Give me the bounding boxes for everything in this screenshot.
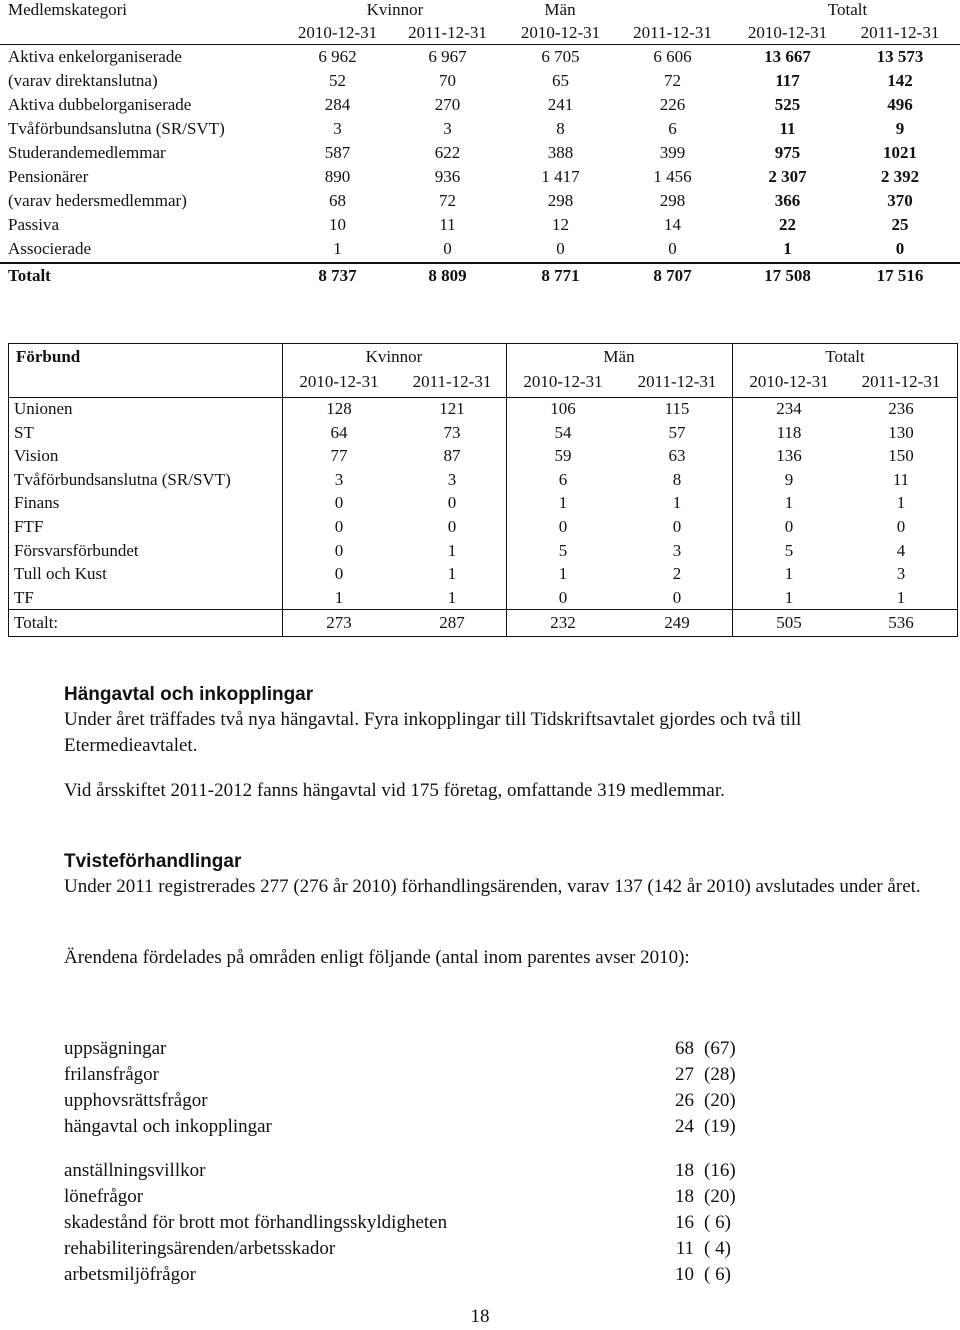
table-row xyxy=(0,189,960,213)
column-date: 2011-12-31 xyxy=(637,372,717,391)
table-cell: 587 xyxy=(324,143,351,162)
table-cell: 241 xyxy=(547,95,574,114)
table-cell: 6 705 xyxy=(541,47,580,66)
table-cell: 0 xyxy=(558,517,568,536)
table-cell: 1 xyxy=(784,493,794,513)
table-cell: 399 xyxy=(659,143,686,162)
case-previous: (20) xyxy=(704,1090,736,1111)
table-cell: 54 xyxy=(554,422,572,442)
table-cell: 59 xyxy=(554,446,572,466)
union-table xyxy=(8,343,958,637)
case-previous: ( 6) xyxy=(704,1264,731,1285)
table-cell: 8 809 xyxy=(428,266,467,285)
table-row xyxy=(8,421,958,445)
table-cell: 130 xyxy=(888,422,914,442)
table-cell: 1 xyxy=(558,564,568,584)
table-row xyxy=(8,491,958,515)
table-cell: 63 xyxy=(668,446,686,466)
list-item xyxy=(64,1184,764,1210)
table-cell: 12 xyxy=(552,215,569,234)
table-cell: 1 xyxy=(333,239,342,258)
table-cell: 287 xyxy=(439,613,465,632)
table-cell: 117 xyxy=(775,71,800,90)
list-item xyxy=(64,1062,764,1088)
column-date: 2011-12-31 xyxy=(408,23,487,42)
column-date: 2010-12-31 xyxy=(299,372,379,391)
table-cell: 5 xyxy=(558,540,568,560)
table-cell: 14 xyxy=(664,215,681,234)
table-cell: 65 xyxy=(552,71,569,90)
table-cell: 284 xyxy=(324,95,351,114)
section-heading-tvister: Tvisteförhandlingar xyxy=(64,851,242,872)
case-label: skadestånd för brott mot förhandlingsskyldigheten xyxy=(64,1212,448,1233)
table-cell: 1 xyxy=(783,239,792,258)
table-row xyxy=(8,562,958,586)
table-cell: 150 xyxy=(888,446,914,466)
case-label: hängavtal och inkopplingar xyxy=(64,1116,272,1137)
table-row xyxy=(8,444,958,468)
table-cell: 2 392 xyxy=(880,167,920,186)
row-label: Passiva xyxy=(8,215,59,234)
table-row xyxy=(0,69,960,93)
case-count: 68 xyxy=(675,1038,694,1059)
table-cell: 13 667 xyxy=(764,47,811,66)
table-cell: 8 771 xyxy=(541,266,580,285)
case-label: uppsägningar xyxy=(64,1038,167,1059)
column-date: 2010-12-31 xyxy=(523,372,603,391)
case-previous: (16) xyxy=(704,1160,736,1181)
case-count: 26 xyxy=(675,1090,694,1111)
table-total-row xyxy=(8,611,958,635)
paragraph: Under året träffades två nya hängavtal. Fyra inkopplingar till Tidskriftsavtalet gjordes och två till Etermedieavtalet. xyxy=(64,709,802,756)
table-cell: 0 xyxy=(334,517,344,536)
case-previous: (28) xyxy=(704,1064,736,1085)
case-count: 16 xyxy=(675,1212,694,1233)
table-cell: 0 xyxy=(334,540,344,560)
table-cell: 1 456 xyxy=(653,167,692,186)
column-date: 2011-12-31 xyxy=(633,23,712,42)
table-row xyxy=(0,165,960,189)
table-cell: 0 xyxy=(447,493,457,513)
table-cell: 13 573 xyxy=(876,47,924,66)
table-cell: 0 xyxy=(895,239,905,258)
table-cell: 370 xyxy=(887,191,913,210)
table-cell: 1 xyxy=(784,587,794,607)
table-row xyxy=(8,468,958,492)
table-cell: 0 xyxy=(334,564,344,584)
table-cell: 1 xyxy=(334,587,344,607)
table-cell: 3 xyxy=(447,469,457,489)
list-item xyxy=(64,1088,764,1114)
table-row xyxy=(8,515,958,539)
table-cell: 121 xyxy=(439,399,465,418)
page-number: 18 xyxy=(470,1306,490,1327)
row-label: FTF xyxy=(14,517,44,536)
table-cell: 115 xyxy=(664,399,690,418)
row-label: Vision xyxy=(14,446,59,466)
table-cell: 4 xyxy=(896,540,906,560)
table-cell: 505 xyxy=(776,613,802,632)
table-cell: 11 xyxy=(892,469,910,489)
paragraph: Vid årsskiftet 2011-2012 fanns hängavtal vid 175 företag, omfattande 319 medlemmar. xyxy=(64,780,725,801)
table-cell: 1 xyxy=(784,564,794,584)
list-item xyxy=(64,1210,764,1236)
border-top xyxy=(8,343,958,344)
row-label: Tull och Kust xyxy=(14,564,107,584)
table-cell: 0 xyxy=(896,517,906,536)
table-cell: 3 xyxy=(443,119,452,138)
total-label: Totalt: xyxy=(14,613,59,632)
table-cell: 6 962 xyxy=(318,47,357,66)
table-cell: 1 xyxy=(447,540,457,560)
table-cell: 0 xyxy=(558,587,568,607)
row-label: Tvåförbundsanslutna (SR/SVT) xyxy=(8,119,225,138)
table-cell: 8 707 xyxy=(653,266,692,285)
row-label: Finans xyxy=(14,493,60,513)
case-previous: (67) xyxy=(704,1038,736,1059)
row-label: Tvåförbundsanslutna (SR/SVT) xyxy=(14,469,231,489)
table-cell: 1 xyxy=(672,493,682,513)
table-cell: 890 xyxy=(324,167,351,186)
table-cell: 22 xyxy=(779,215,796,234)
table-cell: 72 xyxy=(664,71,681,90)
table-header-row xyxy=(0,0,960,22)
column-date: 2010-12-31 xyxy=(747,23,828,42)
column-group-men: Män xyxy=(544,0,576,19)
column-date: 2010-12-31 xyxy=(520,23,601,42)
column-header-category: Medlemskategori xyxy=(8,0,127,19)
table-cell: 77 xyxy=(330,446,348,466)
table-cell: 232 xyxy=(550,613,576,632)
table-total-row xyxy=(0,264,960,288)
table-cell: 226 xyxy=(659,95,686,114)
table-cell: 5 xyxy=(784,540,794,560)
table-cell: 2 307 xyxy=(768,167,807,186)
table-cell: 536 xyxy=(888,613,914,632)
section-heading-hangavtal: Hängavtal och inkopplingar xyxy=(64,684,314,705)
column-group-total: Totalt xyxy=(827,0,868,19)
column-header-category: Förbund xyxy=(16,347,81,366)
table-cell: 0 xyxy=(447,517,457,536)
row-label: (varav hedersmedlemmar) xyxy=(8,191,187,210)
case-previous: ( 6) xyxy=(704,1212,731,1233)
case-count: 18 xyxy=(675,1186,694,1207)
table-cell: 525 xyxy=(774,95,801,114)
table-cell: 273 xyxy=(326,613,352,632)
table-cell: 1 xyxy=(896,587,906,607)
row-label: (varav direktanslutna) xyxy=(8,71,158,90)
table-cell: 249 xyxy=(664,613,690,632)
table-cell: 388 xyxy=(547,143,574,162)
table-cell: 87 xyxy=(443,446,461,466)
table-row xyxy=(8,586,958,610)
table-cell: 270 xyxy=(434,95,461,114)
table-cell: 118 xyxy=(776,422,802,442)
table-cell: 73 xyxy=(443,422,461,442)
table-cell: 234 xyxy=(776,399,802,418)
case-label: upphovsrättsfrågor xyxy=(64,1090,208,1111)
table-cell: 2 xyxy=(672,564,682,584)
table-row xyxy=(0,45,960,69)
table-row xyxy=(8,397,958,421)
table-cell: 6 xyxy=(558,469,568,489)
table-cell: 0 xyxy=(334,493,344,513)
column-group-men: Män xyxy=(603,347,635,366)
table-cell: 1 xyxy=(558,493,568,513)
table-row xyxy=(0,117,960,141)
list-item xyxy=(64,1114,764,1140)
table-cell: 142 xyxy=(887,71,913,90)
row-label: Aktiva dubbelorganiserade xyxy=(8,95,192,114)
table-cell: 236 xyxy=(888,399,914,418)
table-cell: 3 xyxy=(672,540,682,560)
list-item xyxy=(64,1236,764,1262)
paragraph: Under 2011 registrerades 277 (276 år 2010) förhandlingsärenden, varav 137 (142 år 2010) avslutades under året. xyxy=(64,876,921,897)
table-cell: 975 xyxy=(774,143,801,162)
total-label: Totalt xyxy=(8,266,51,285)
column-date: 2011-12-31 xyxy=(861,372,941,391)
table-cell: 136 xyxy=(776,446,802,466)
table-cell: 3 xyxy=(333,119,342,138)
column-group-women: Kvinnor xyxy=(365,347,423,366)
table-row xyxy=(8,539,958,563)
table-cell: 0 xyxy=(784,517,794,536)
list-item xyxy=(64,1036,764,1062)
table-cell: 0 xyxy=(556,239,565,258)
table-cell: 9 xyxy=(895,119,905,138)
case-label: lönefrågor xyxy=(64,1186,144,1207)
row-label: Associerade xyxy=(8,239,92,258)
table-cell: 6 606 xyxy=(653,47,692,66)
border-bottom xyxy=(8,636,958,637)
table-cell: 298 xyxy=(547,191,574,210)
table-cell: 64 xyxy=(330,422,348,442)
table-cell: 1 417 xyxy=(541,167,580,186)
table-date-row xyxy=(8,370,958,394)
case-count: 18 xyxy=(675,1160,694,1181)
column-group-women: Kvinnor xyxy=(366,0,424,19)
table-cell: 68 xyxy=(329,191,346,210)
table-cell: 0 xyxy=(668,239,677,258)
case-previous: ( 4) xyxy=(704,1238,731,1259)
table-cell: 0 xyxy=(672,587,682,607)
column-date: 2010-12-31 xyxy=(297,23,378,42)
table-cell: 25 xyxy=(891,215,909,234)
table-cell: 6 xyxy=(668,119,677,138)
table-row xyxy=(0,213,960,237)
case-label: frilansfrågor xyxy=(64,1064,159,1085)
table-cell: 17 516 xyxy=(876,266,924,285)
table-cell: 6 967 xyxy=(428,47,467,66)
row-label: Aktiva enkelorganiserade xyxy=(8,47,182,66)
row-label: Unionen xyxy=(14,399,73,418)
table-row xyxy=(0,237,960,261)
table-cell: 57 xyxy=(668,422,686,442)
table-cell: 8 737 xyxy=(318,266,357,285)
table-cell: 1 xyxy=(896,493,906,513)
case-count: 10 xyxy=(675,1264,694,1285)
table-cell: 1021 xyxy=(883,143,917,162)
case-previous: (19) xyxy=(704,1116,736,1137)
row-label: ST xyxy=(14,422,34,442)
table-cell: 128 xyxy=(326,399,352,418)
table-cell: 11 xyxy=(439,215,456,234)
table-cell: 936 xyxy=(434,167,461,186)
table-date-row xyxy=(0,21,960,45)
table-cell: 52 xyxy=(329,71,346,90)
table-cell: 9 xyxy=(784,469,794,489)
table-cell: 106 xyxy=(550,399,576,418)
table-cell: 10 xyxy=(329,215,346,234)
list-item xyxy=(64,1262,764,1288)
table-cell: 11 xyxy=(779,119,796,138)
column-date: 2011-12-31 xyxy=(860,23,940,42)
table-cell: 8 xyxy=(672,469,682,489)
case-count: 27 xyxy=(675,1064,694,1085)
table-cell: 1 xyxy=(447,564,457,584)
case-count: 24 xyxy=(675,1116,694,1137)
table-row xyxy=(0,141,960,165)
table-cell: 496 xyxy=(887,95,913,114)
table-cell: 0 xyxy=(672,517,682,536)
table-cell: 298 xyxy=(659,191,686,210)
column-date: 2011-12-31 xyxy=(412,372,492,391)
table-cell: 622 xyxy=(434,143,461,162)
case-count: 11 xyxy=(675,1238,694,1259)
row-label: Försvarsförbundet xyxy=(14,540,139,560)
row-label: TF xyxy=(14,587,34,607)
table-header-row xyxy=(8,345,958,369)
case-previous: (20) xyxy=(704,1186,736,1207)
table-cell: 0 xyxy=(443,239,452,258)
case-label: rehabiliteringsärenden/arbetsskador xyxy=(64,1238,336,1259)
table-cell: 72 xyxy=(439,191,456,210)
row-label: Studerandemedlemmar xyxy=(8,143,166,162)
column-date: 2010-12-31 xyxy=(749,372,829,391)
row-label: Pensionärer xyxy=(8,167,89,186)
table-cell: 1 xyxy=(447,587,457,607)
column-group-total: Totalt xyxy=(825,347,865,366)
table-cell: 3 xyxy=(334,469,344,489)
table-cell: 70 xyxy=(439,71,456,90)
list-item xyxy=(64,1158,764,1184)
table-cell: 3 xyxy=(896,564,906,584)
table-cell: 366 xyxy=(774,191,801,210)
table-cell: 17 508 xyxy=(764,266,811,285)
case-label: arbetsmiljöfrågor xyxy=(64,1264,196,1285)
table-cell: 8 xyxy=(556,119,565,138)
table-row xyxy=(0,93,960,117)
case-label: anställningsvillkor xyxy=(64,1160,206,1181)
paragraph: Ärendena fördelades på områden enligt följande (antal inom parentes avser 2010): xyxy=(64,947,690,968)
